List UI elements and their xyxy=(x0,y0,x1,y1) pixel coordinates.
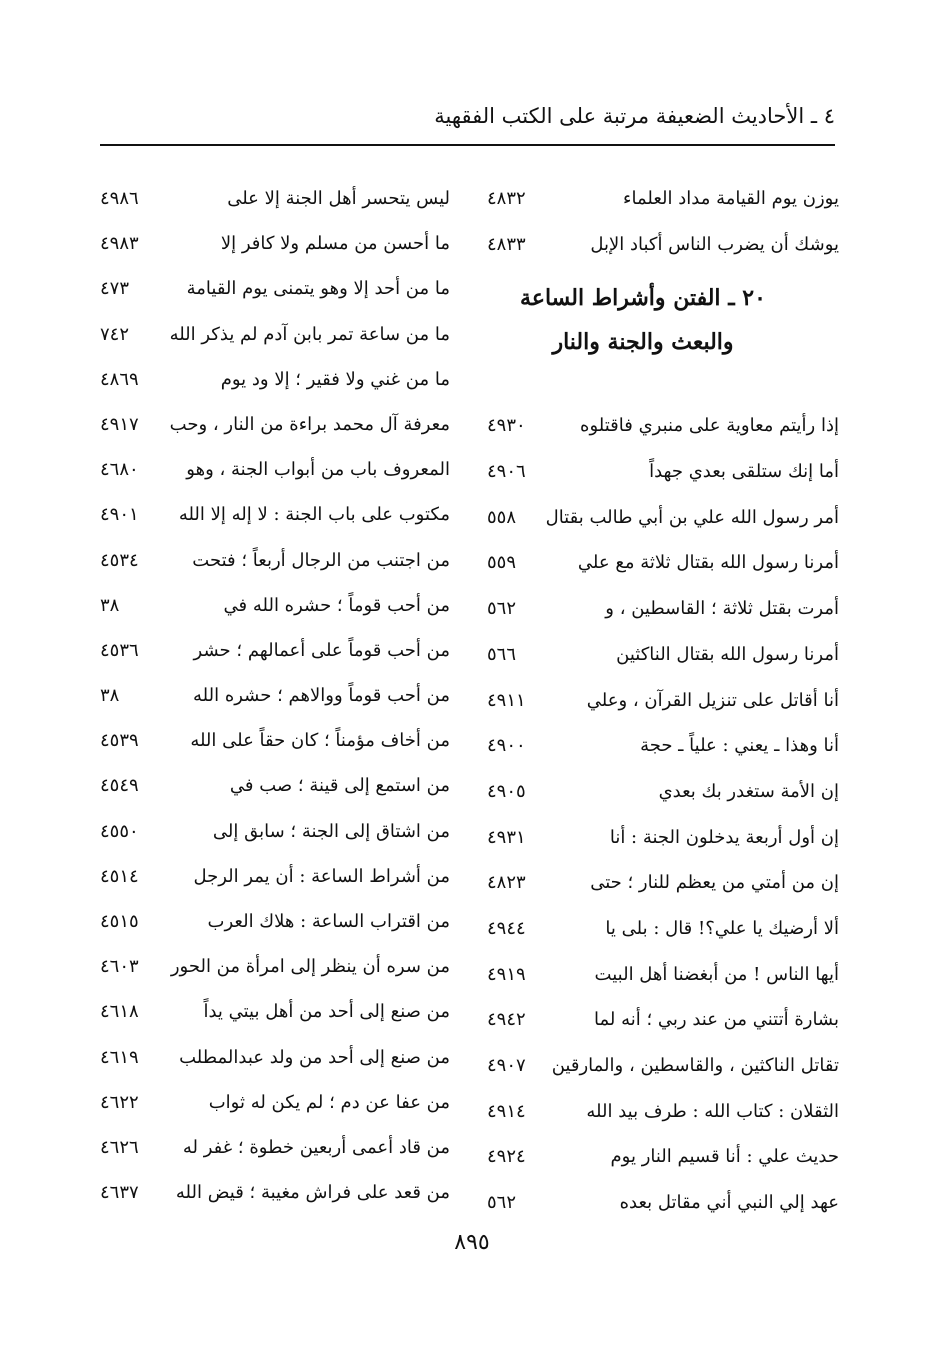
index-entry xyxy=(487,866,839,912)
entry-text: أمرنا رسول الله بقتال الناكثين xyxy=(616,643,839,665)
entry-text: من قعد على فراش مغيبة ؛ قيض الله xyxy=(175,1182,450,1204)
entry-number: ٤٦٣٧ xyxy=(100,1182,139,1204)
entry-number: ٤٥١٤ xyxy=(100,865,139,887)
entry-text: من قاد أعمى أربعين خطوة ؛ غفر له xyxy=(182,1136,450,1158)
index-entry xyxy=(100,1086,450,1131)
index-entry xyxy=(100,905,450,950)
index-entry xyxy=(487,546,839,592)
index-entry xyxy=(100,950,450,995)
entry-text: أنا أقاتل على تنزيل القرآن ، وعلي xyxy=(586,689,839,711)
index-entry xyxy=(100,679,450,724)
section-heading-line1: ٢٠ ـ الفتن وأشراط الساعة xyxy=(520,285,766,312)
index-entry xyxy=(487,912,839,958)
index-entry xyxy=(487,1186,839,1232)
entry-number: ٥٥٩ xyxy=(487,552,517,574)
entry-number: ٣٨ xyxy=(100,594,120,616)
index-entry xyxy=(100,272,450,317)
entry-text: ليس يتحسر أهل الجنة إلا على xyxy=(227,188,450,209)
index-entry xyxy=(100,769,450,814)
entry-text: معرفة آل محمد براءة من النار ، وحب xyxy=(169,413,450,435)
entry-number: ٤٦٢٢ xyxy=(100,1091,139,1113)
entry-number: ٤٩٣١ xyxy=(487,826,526,848)
entry-number: ٤٨٦٩ xyxy=(100,368,139,390)
entry-number: ٤٦٢٦ xyxy=(100,1136,139,1158)
entry-text: ما من غني ولا فقير ؛ إلا ود يوم xyxy=(220,368,450,390)
entry-text: حديث علي : أنا قسيم النار يوم xyxy=(610,1146,839,1168)
index-entry xyxy=(100,1176,450,1221)
entry-text: من أخاف مؤمناً ؛ كان حقاً على الله xyxy=(190,730,450,752)
entry-number: ٤٦١٩ xyxy=(100,1046,139,1068)
entry-text: أمر رسول الله علي بن أبي طالب بقتال xyxy=(545,506,839,528)
entry-number: ٤٧٣ xyxy=(100,278,130,300)
entry-number: ٥٥٨ xyxy=(487,506,517,528)
index-entry xyxy=(487,1049,839,1095)
section-heading-line2: والبعث والجنة والنار xyxy=(552,329,734,356)
index-entry xyxy=(100,860,450,905)
entry-number: ٤٥١٥ xyxy=(100,911,139,932)
index-entry xyxy=(100,995,450,1040)
entry-text: أمرنا رسول الله بقتال ثلاثة مع علي xyxy=(577,552,839,574)
entry-text: من أشراط الساعة : أن يمر الرجل xyxy=(193,865,450,887)
index-column-right xyxy=(487,182,839,1232)
index-entry xyxy=(100,453,450,498)
entry-text: إذا رأيتم معاوية على منبري فاقتلوه xyxy=(580,415,839,437)
entry-text: ما من أحد إلا وهو يتمنى يوم القيامة xyxy=(186,278,450,300)
entry-text: من اقتراب الساعة : هلاك العرب xyxy=(207,911,450,932)
entry-number: ٤٩٤٢ xyxy=(487,1009,526,1031)
index-entry xyxy=(487,684,839,730)
index-entry xyxy=(487,729,839,775)
index-entry xyxy=(100,589,450,634)
entry-number: ٤٩٨٦ xyxy=(100,188,139,209)
index-entry xyxy=(100,544,450,589)
entry-number: ٤٩١١ xyxy=(487,689,526,711)
right-entries-list xyxy=(487,409,839,1231)
index-entry xyxy=(487,182,839,228)
entry-number: ٤٩٨٣ xyxy=(100,233,139,255)
entry-text: من عفا عن دم ؛ لم يكن له ثواب xyxy=(208,1091,450,1113)
entry-text: عهد إلي النبي أني مقاتل بعده xyxy=(619,1192,839,1214)
entry-text: أمرت بقتل ثلاثة ؛ القاسطين ، و xyxy=(605,598,839,620)
entry-text: من استمع إلى قينة ؛ صب في xyxy=(229,775,450,797)
entry-number: ٤٥٤٩ xyxy=(100,775,139,797)
entry-number: ٣٨ xyxy=(100,685,120,707)
entry-text: أما إنك ستلقى بعدي جهداً xyxy=(649,461,839,483)
index-entry xyxy=(487,1003,839,1049)
entry-text: إن الأمة ستغدر بك بعدي xyxy=(658,780,839,802)
entry-text: من أحب قوماً ووالاهم ؛ حشره الله xyxy=(193,685,450,707)
page-number: ٨٩٥ xyxy=(454,1230,490,1255)
entry-text: المعروف باب من أبواب الجنة ، وهو xyxy=(186,459,450,481)
entry-text: ما أحسن من مسلم ولا كافر إلا xyxy=(220,233,450,255)
entry-number: ٤٦٠٣ xyxy=(100,956,139,978)
entry-text: من سره أن ينظر إلى امرأة من الحور xyxy=(170,956,450,978)
index-entry xyxy=(487,958,839,1004)
entry-text: الثقلان : كتاب الله : طرف بيد الله xyxy=(586,1100,839,1122)
entry-number: ٤٥٣٩ xyxy=(100,730,139,752)
entry-text: من اجتنب من الرجال أربعاً ؛ فتحت xyxy=(192,549,450,571)
index-entry xyxy=(100,634,450,679)
entry-text: من أحب قوماً ؛ حشره الله في xyxy=(223,594,450,616)
entry-number: ٤٩٤٤ xyxy=(487,917,526,939)
entry-text: إن من أمتي من يعظم للنار ؛ حتى xyxy=(590,872,839,894)
running-header-title: ٤ ـ الأحاديث الضعيفة مرتبة على الكتب الفقهية xyxy=(434,104,835,128)
entry-text: من صنع إلى أحد من أهل بيتي يداً xyxy=(203,1001,450,1023)
entry-number: ٤٩٠٦ xyxy=(487,461,526,483)
entry-number: ٧٤٢ xyxy=(100,323,130,345)
index-entry xyxy=(100,498,450,543)
entry-number: ٤٩٠٠ xyxy=(487,735,526,757)
index-entry xyxy=(100,724,450,769)
entry-number: ٤٩٠٧ xyxy=(487,1055,526,1076)
index-entry xyxy=(487,592,839,638)
entry-text: يوشك أن يضرب الناس أكباد الإبل xyxy=(590,233,839,255)
index-entry xyxy=(487,501,839,547)
index-entry xyxy=(100,1041,450,1086)
index-entry xyxy=(487,1140,839,1186)
index-entry xyxy=(487,638,839,684)
entry-text: من أحب قوماً على أعمالهم ؛ حشر xyxy=(193,639,450,661)
index-entry xyxy=(487,409,839,455)
entry-number: ٤٨٣٣ xyxy=(487,233,526,255)
index-entry xyxy=(100,408,450,453)
index-entry xyxy=(100,318,450,363)
section-heading xyxy=(487,273,839,409)
entry-text: أنا وهذا ـ يعني : علياً ـ حجة xyxy=(640,735,839,757)
index-entry xyxy=(100,227,450,272)
entry-number: ٤٥٥٠ xyxy=(100,820,139,842)
entry-number: ٥٦٦ xyxy=(487,643,517,665)
index-entry xyxy=(487,455,839,501)
running-header xyxy=(100,100,835,146)
entry-number: ٤٦١٨ xyxy=(100,1001,139,1023)
index-entry xyxy=(487,821,839,867)
entry-number: ٤٨٢٣ xyxy=(487,872,526,894)
entry-number: ٤٩١٩ xyxy=(487,963,526,985)
index-column-left xyxy=(100,182,450,1221)
index-entry xyxy=(100,363,450,408)
entry-number: ٤٩٣٠ xyxy=(487,415,526,437)
index-entry xyxy=(487,1095,839,1141)
entry-number: ٤٥٣٤ xyxy=(100,549,139,571)
index-entry xyxy=(487,228,839,274)
entry-number: ٤٦٨٠ xyxy=(100,459,139,481)
index-entry xyxy=(487,775,839,821)
entry-number: ٤٩١٧ xyxy=(100,413,139,435)
entry-text: من صنع إلى أحد من ولد عبدالمطلب xyxy=(179,1046,450,1068)
index-entry xyxy=(100,815,450,860)
entry-text: مكتوب على باب الجنة : لا إله إلا الله xyxy=(178,504,450,526)
entry-number: ٤٥٣٦ xyxy=(100,639,139,661)
entry-number: ٥٦٢ xyxy=(487,598,517,620)
entry-number: ٤٨٣٢ xyxy=(487,188,526,209)
index-entry xyxy=(100,182,450,227)
left-entries-list xyxy=(100,182,450,1221)
entry-text: ألا أرضيك يا علي؟! قال : بلى يا xyxy=(605,917,839,939)
entry-number: ٤٩١٤ xyxy=(487,1100,526,1122)
entry-number: ٤٩٢٤ xyxy=(487,1146,526,1168)
entry-number: ٥٦٢ xyxy=(487,1192,517,1214)
entry-text: أيها الناس ! من أبغضنا أهل البيت xyxy=(594,963,839,985)
index-entry xyxy=(100,1131,450,1176)
entry-text: إن أول أربعة يدخلون الجنة : أنا xyxy=(609,826,839,848)
entry-number: ٤٩٠٥ xyxy=(487,780,526,802)
entry-text: تقاتل الناكثين ، والقاسطين ، والمارقين xyxy=(551,1055,839,1076)
entry-text: ما من ساعة تمر بابن آدم لم يذكر الله xyxy=(169,323,450,345)
entry-text: بشارة أتتني من عند ربي ؛ أنه لما xyxy=(593,1009,839,1031)
entry-text: يوزن يوم القيامة مداد العلماء xyxy=(623,188,839,209)
entry-number: ٤٩٠١ xyxy=(100,504,139,526)
entry-text: من اشتاق إلى الجنة ؛ سابق إلى xyxy=(212,820,450,842)
